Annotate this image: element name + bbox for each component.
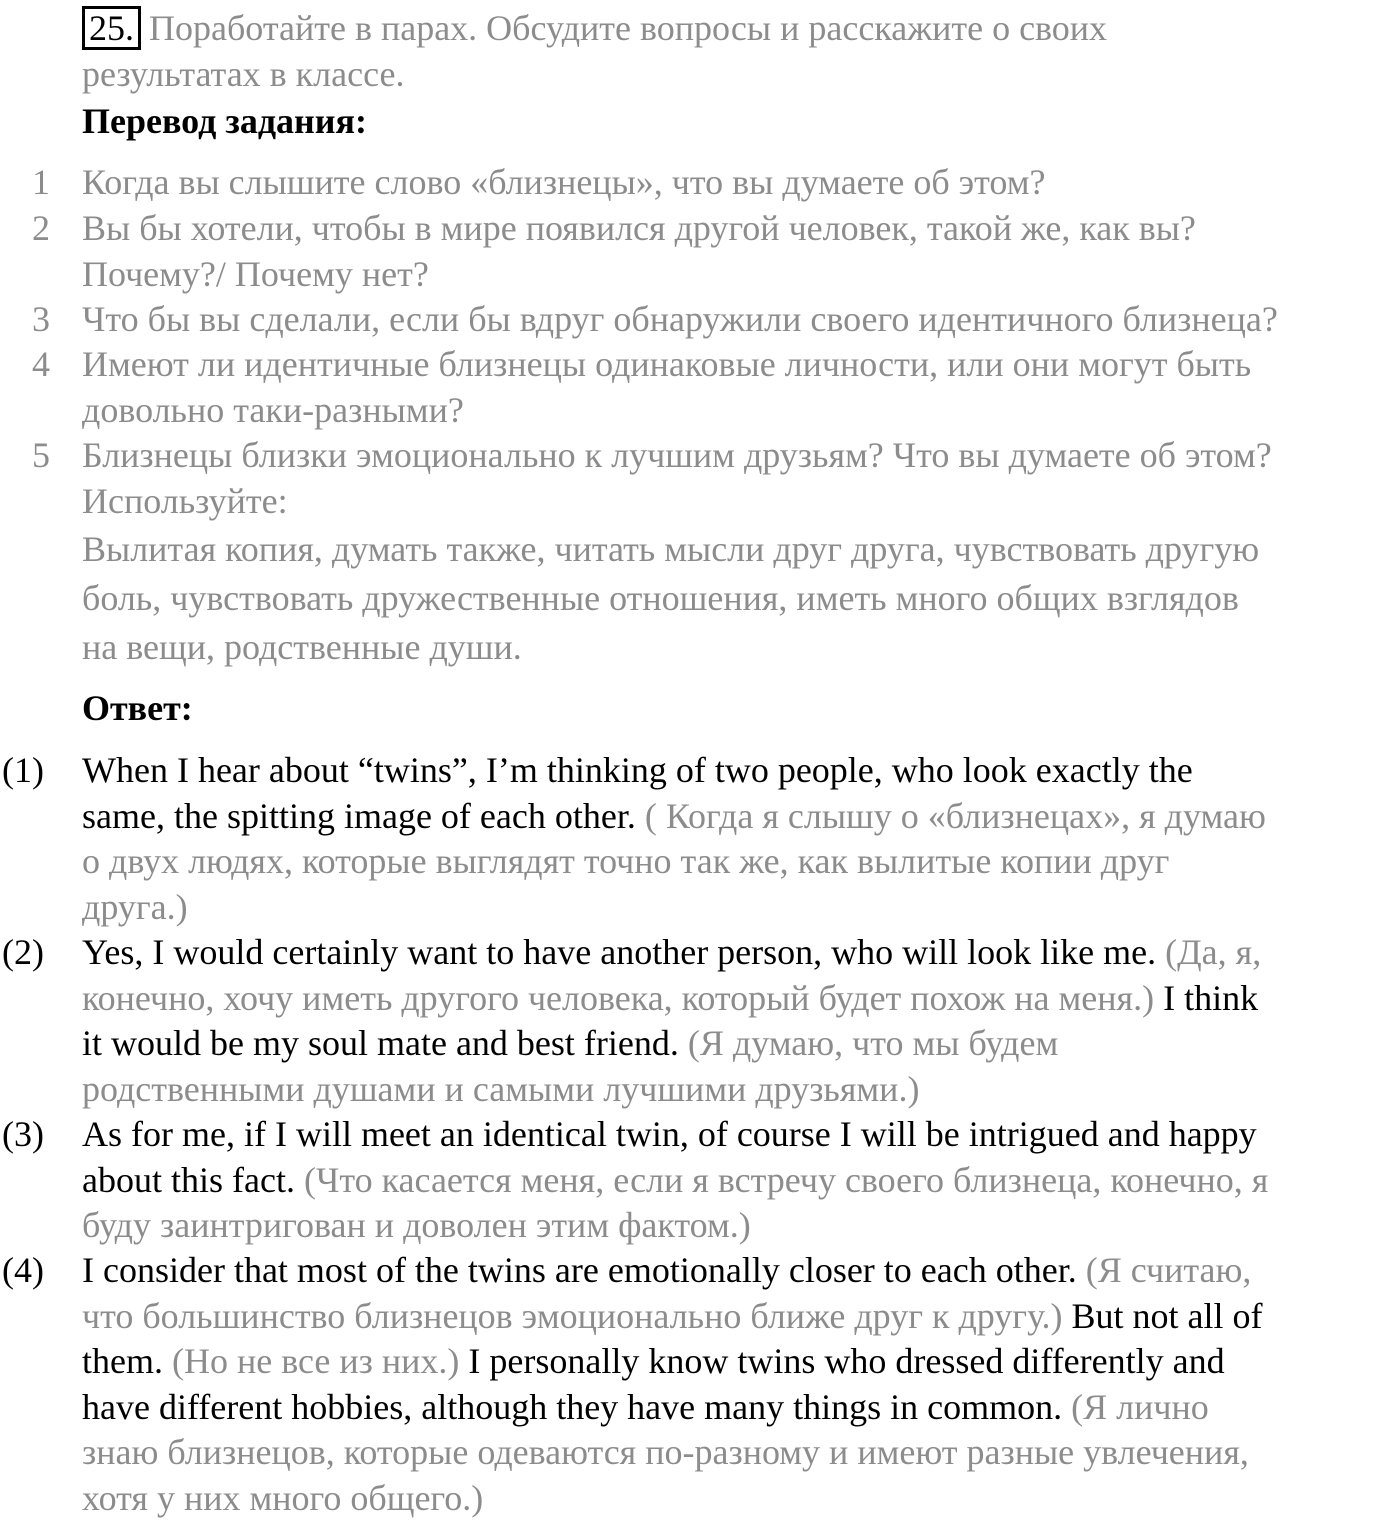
- use-words-line: боль, чувствовать дружественные отношения, иметь много общих взглядов: [82, 578, 1239, 618]
- question-number: 1: [32, 162, 50, 202]
- question-number: 4: [32, 344, 50, 384]
- question-text: Вы бы хотели, чтобы в мире появился другой человек, такой же, как вы? Почему?/ Почему нет?: [82, 208, 1196, 294]
- answer-number: (1): [2, 750, 44, 790]
- task-number-box: 25.: [82, 6, 141, 50]
- use-words-line: на вещи, родственные души.: [82, 627, 522, 667]
- translation-heading: Перевод задания:: [82, 101, 367, 141]
- answer-number: (4): [2, 1250, 44, 1290]
- task-instruction-line2: результатах в классе.: [82, 53, 405, 94]
- answer-text: As for me, if I will meet an identical twin, of course I will be intrigued and happy about this fact. (Что касается меня, если я встречу своего близнеца, конечно, я буду заинтригован и доволен этим фактом.): [82, 1114, 1269, 1245]
- task-header: [82, 6, 1392, 97]
- task-instruction-line1: Поработайте в парах. Обсудите вопросы и расскажите о своих: [149, 8, 1108, 48]
- question-text: Когда вы слышите слово «близнецы», что вы думаете об этом?: [82, 162, 1046, 202]
- use-words-line: Вылитая копия, думать также, читать мысли друг друга, чувствовать другую: [82, 529, 1260, 569]
- answer-text: Yes, I would certainly want to have another person, who will look like me. (Да, я, конечно, хочу иметь другого человека, который будет похож на меня.) I think it would be my soul mate and best friend. (Я думаю, что мы будем родственными душами и самыми лучшими друзьями.): [82, 932, 1262, 1109]
- answer-text: When I hear about “twins”, I’m thinking of two people, who look exactly the same, the spitting image of each other. ( Когда я слышу о «близнецах», я думаю о двух людях, которые выглядят точно так же, как вылитые копии друг друга.): [82, 750, 1266, 927]
- question-number: 3: [32, 299, 50, 339]
- question-text: Имеют ли идентичные близнецы одинаковые личности, или они могут быть довольно таки-разными?: [82, 344, 1252, 430]
- question-text: Что бы вы сделали, если бы вдруг обнаружили своего идентичного близнеца?: [82, 299, 1278, 339]
- answer-number: (3): [2, 1114, 44, 1154]
- question-number: 2: [32, 208, 50, 248]
- answer-text: I consider that most of the twins are emotionally closer to each other. (Я считаю, что большинство близнецов эмоционально ближе друг к другу.) But not all of them. (Но не все из них.) I personally know twins who dressed differently and have different hobbies, although they have many things in common. (Я лично знаю близнецов, которые одеваются по-разному и имеют разные увлечения, хотя у них много общего.): [82, 1250, 1263, 1518]
- question-text: Близнецы близки эмоционально к лучшим друзьям? Что вы думаете об этом? Используйте:: [82, 435, 1272, 521]
- answer-number: (2): [2, 932, 44, 972]
- answer-heading: Ответ:: [82, 688, 193, 728]
- question-number: 5: [32, 435, 50, 475]
